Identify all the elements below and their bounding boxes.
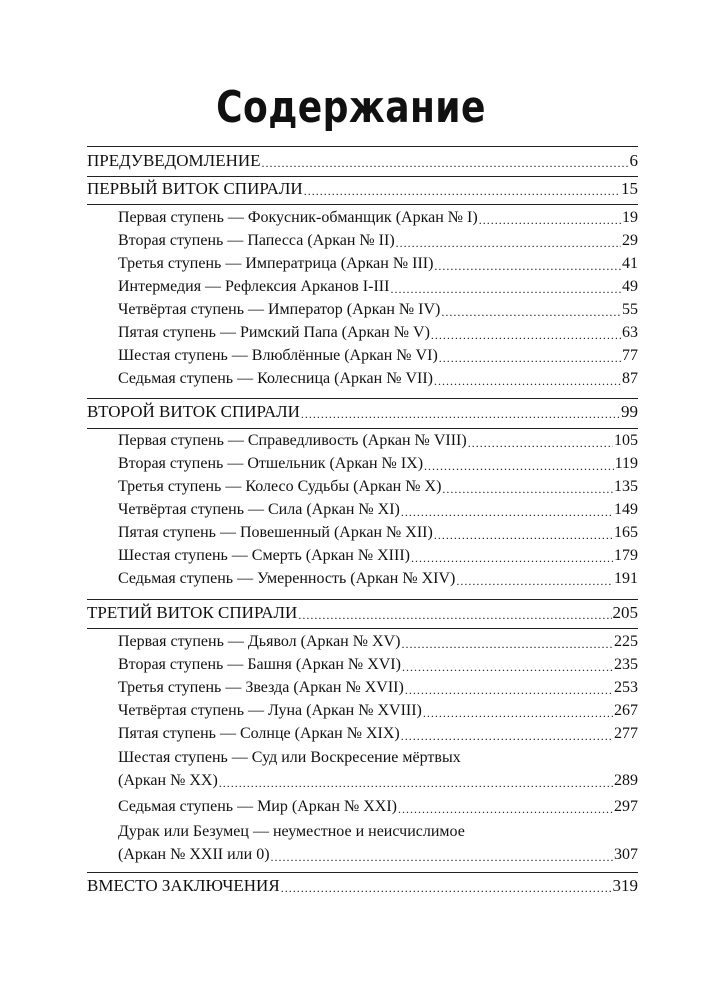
leader-dots (434, 531, 613, 539)
leader-dots (424, 462, 614, 470)
leader-dots (405, 686, 613, 694)
toc-entry-page: 307 (614, 846, 638, 863)
toc-entry (118, 477, 638, 497)
toc-entry (118, 797, 638, 817)
toc-entry (118, 724, 638, 744)
toc-entry-title: Вторая ступень — Отшельник (Аркан № IX) (118, 455, 424, 472)
toc-entry (118, 523, 638, 543)
divider (87, 204, 638, 205)
toc-entry (118, 701, 638, 721)
toc-entry-title: Интермедия — Рефлексия Арканов I-III (118, 278, 390, 295)
toc-entry-title: ПРЕДУВЕДОМЛЕНИЕ (87, 151, 261, 170)
leader-dots (401, 732, 613, 740)
toc-entry-page: 205 (612, 603, 638, 622)
toc-entry-page: 149 (614, 501, 638, 518)
toc-entry (118, 254, 638, 274)
toc-entry-title: Вторая ступень — Башня (Аркан № XVI) (118, 656, 401, 673)
toc-entry-page: 135 (614, 478, 638, 495)
toc-entry-title: Третья ступень — Императрица (Аркан № III) (118, 255, 434, 272)
toc-entry (118, 546, 638, 566)
toc-entry-title: ПЕРВЫЙ ВИТОК СПИРАЛИ (87, 179, 303, 198)
leader-dots (441, 308, 621, 316)
toc-entry (118, 771, 638, 791)
leader-dots (434, 262, 621, 270)
toc-entry (118, 678, 638, 698)
toc-entry-title: Четвёртая ступень — Сила (Аркан № XI) (118, 501, 400, 518)
divider (87, 398, 638, 399)
divider (87, 146, 638, 147)
toc-entry-page: 29 (622, 232, 638, 249)
leader-dots (431, 331, 621, 339)
leader-dots (411, 554, 613, 562)
leader-dots (439, 354, 621, 362)
toc-entry-page: 99 (621, 402, 638, 421)
toc-entry-title: ВМЕСТО ЗАКЛЮЧЕНИЯ (87, 876, 280, 895)
toc-entry (118, 300, 638, 320)
leader-dots (401, 508, 613, 516)
toc-entry (87, 179, 638, 199)
toc-entry-page: 191 (614, 570, 638, 587)
toc-entry-title-cont: (Аркан № XXII или 0) (118, 846, 270, 863)
page-title: Содержание (216, 82, 486, 133)
toc-entry-title: Вторая ступень — Папесса (Аркан № II) (118, 232, 395, 249)
toc-entry-title: Седьмая ступень — Умеренность (Аркан № XIV) (118, 570, 456, 587)
toc-entry-page: 253 (614, 679, 638, 696)
toc-entry-title: Шестая ступень — Влюблённые (Аркан № VI) (118, 347, 438, 364)
toc-entry (118, 500, 638, 520)
leader-dots (396, 239, 621, 247)
toc-entry (118, 231, 638, 251)
toc-entry-page: 319 (612, 876, 638, 895)
toc-entry-title: Первая ступень — Справедливость (Аркан № VIII) (118, 432, 467, 449)
leader-dots (390, 285, 621, 293)
toc-entry (118, 346, 638, 366)
toc-entry (118, 277, 638, 297)
leader-dots (468, 439, 613, 447)
toc-entry (118, 431, 638, 451)
divider (87, 628, 638, 629)
leader-dots (262, 159, 629, 167)
toc-entry-page: 267 (614, 702, 638, 719)
toc-entry-title: Четвёртая ступень — Император (Аркан № IV) (118, 301, 441, 318)
toc-entry (87, 402, 638, 422)
toc-entry-page: 77 (622, 347, 638, 364)
toc-entry-title: Третья ступень — Звезда (Аркан № XVII) (118, 679, 404, 696)
divider (87, 872, 638, 873)
leader-dots (434, 377, 621, 385)
toc-entry-page: 225 (614, 633, 638, 650)
toc-entry-page: 277 (614, 725, 638, 742)
toc-entry-page: 105 (614, 432, 638, 449)
toc-entry (118, 454, 638, 474)
toc-entry-page: 41 (622, 255, 638, 272)
toc-entry-title: Четвёртая ступень — Луна (Аркан № XVIII) (118, 702, 422, 719)
toc-entry-page: 297 (614, 798, 638, 815)
toc-entry (87, 603, 638, 623)
leader-dots (442, 485, 613, 493)
toc-entry-page: 55 (622, 301, 638, 318)
toc-entry-page: 63 (622, 324, 638, 341)
toc-entry (118, 208, 638, 228)
leader-dots (301, 410, 620, 418)
toc-entry (118, 655, 638, 675)
toc-entry (118, 369, 638, 389)
toc-entry-page: 6 (629, 151, 638, 170)
toc-entry-title-cont: (Аркан № XX) (118, 772, 218, 789)
toc-entry-title: Третья ступень — Колесо Судьбы (Аркан № X) (118, 478, 442, 495)
toc-entry-page: 119 (614, 455, 638, 472)
toc-entry-title: Шестая ступень — Суд или Воскресение мёртвых (118, 749, 461, 766)
leader-dots (423, 709, 613, 717)
leader-dots (271, 853, 613, 861)
toc-entry-page: 49 (622, 278, 638, 295)
toc-entry (118, 845, 638, 865)
toc-entry (118, 632, 638, 652)
toc-entry (87, 151, 638, 171)
leader-dots (304, 187, 620, 195)
toc-entry-page: 235 (614, 656, 638, 673)
toc-entry-title: ВТОРОЙ ВИТОК СПИРАЛИ (87, 402, 300, 421)
leader-dots (402, 663, 613, 671)
toc-entry-title: Седьмая ступень — Колесница (Аркан № VII) (118, 370, 433, 387)
toc-entry-title: ТРЕТИЙ ВИТОК СПИРАЛИ (87, 603, 298, 622)
leader-dots (219, 779, 613, 787)
toc-entry-title: Пятая ступень — Римский Папа (Аркан № V) (118, 324, 430, 341)
toc-entry-page: 15 (621, 179, 638, 198)
toc-entry (118, 323, 638, 343)
toc-entry-title: Пятая ступень — Повешенный (Аркан № XII) (118, 524, 433, 541)
leader-dots (398, 805, 613, 813)
toc-entry-title: Первая ступень — Дьявол (Аркан № XV) (118, 633, 401, 650)
toc-entry-title: Первая ступень — Фокусник-обманщик (Аркан № I) (118, 209, 478, 226)
toc-entry-page: 165 (614, 524, 638, 541)
toc-entry-title: Дурак или Безумец — неуместное и неисчислимое (118, 823, 465, 840)
toc-entry-page: 289 (614, 772, 638, 789)
leader-dots (456, 577, 613, 585)
divider (87, 599, 638, 600)
toc-entry-title: Седьмая ступень — Мир (Аркан № XXI) (118, 798, 397, 815)
leader-dots (298, 611, 611, 619)
toc-entry-page: 179 (614, 547, 638, 564)
toc-entry-title: Пятая ступень — Солнце (Аркан № XIX) (118, 725, 400, 742)
toc-entry-page: 19 (622, 209, 638, 226)
toc-entry-title: Шестая ступень — Смерть (Аркан № XIII) (118, 547, 410, 564)
divider (87, 176, 638, 177)
leader-dots (281, 884, 612, 892)
toc-entry (118, 569, 638, 589)
leader-dots (401, 640, 613, 648)
divider (87, 428, 638, 429)
toc-entry (87, 876, 638, 896)
leader-dots (479, 216, 621, 224)
toc-entry-page: 87 (622, 370, 638, 387)
